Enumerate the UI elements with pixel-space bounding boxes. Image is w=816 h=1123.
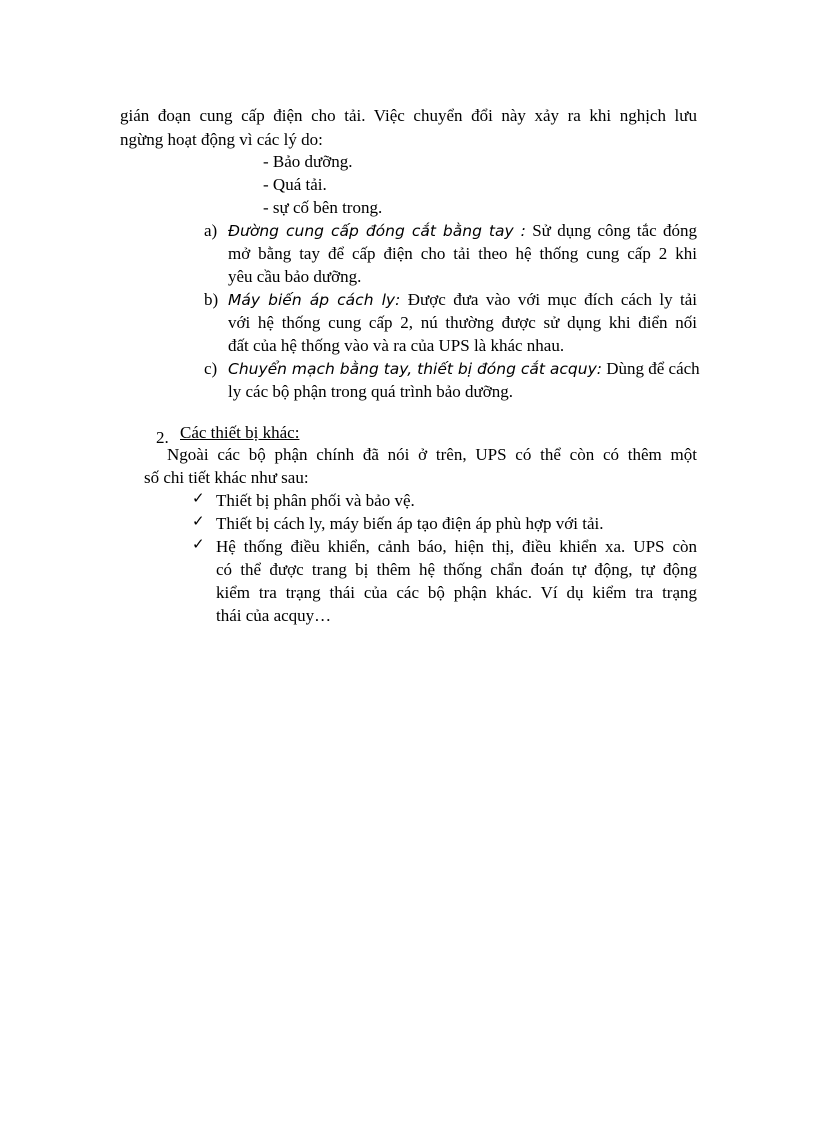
checkmark-icon: ✓ <box>192 489 205 507</box>
section-para-line-2: số chi tiết khác như sau: <box>144 468 309 487</box>
item-b-title: Máy biến áp cách ly: <box>228 291 401 309</box>
item-b-line-2: với hệ thống cung cấp 2, nú thường được sử dụng khi điển nối <box>228 313 697 332</box>
section-para-line-1: Ngoài các bộ phận chính đã nói ở trên, UPS có thể còn có thêm một <box>167 445 697 464</box>
item-c-line-2: ly các bộ phận trong quá trình bảo dưỡng. <box>228 382 513 401</box>
reason-item: - Quá tải. <box>263 175 327 194</box>
checkmark-icon: ✓ <box>192 535 205 553</box>
item-b-line-3: đất của hệ thống vào và ra của UPS là khác nhau. <box>228 336 565 355</box>
item-b-line-1 <box>228 288 697 312</box>
checklist-item-line-1: Hệ thống điều khiển, cảnh báo, hiện thị, điều khiển xa. UPS còn <box>216 537 697 556</box>
checklist-item: Thiết bị phân phối và bảo vệ. <box>216 491 415 510</box>
item-marker: b) <box>204 290 219 309</box>
intro-line-2: ngừng hoạt động vì các lý do: <box>120 130 323 149</box>
item-a-line-3: yêu cầu bảo dưỡng. <box>228 267 362 286</box>
item-c-line-1 <box>228 357 700 381</box>
section-number: 2. <box>156 428 169 447</box>
item-a-text: Sử dụng công tắc đóng <box>532 221 698 240</box>
reason-item: - sự cố bên trong. <box>263 198 383 217</box>
section-heading: Các thiết bị khác: <box>180 423 300 442</box>
checkmark-icon: ✓ <box>192 512 205 530</box>
item-a-line-1 <box>228 219 697 243</box>
checklist-item-line-3: kiểm tra trạng thái của các bộ phận khác. Ví dụ kiểm tra trạng <box>216 583 697 602</box>
item-marker: a) <box>204 221 218 240</box>
item-b-text: Được đưa vào với mục đích cách ly tải <box>407 290 697 309</box>
checklist-item: Thiết bị cách ly, máy biến áp tạo điện áp phù hợp với tải. <box>216 514 604 533</box>
intro-line-1: gián đoạn cung cấp điện cho tải. Việc chuyển đổi này xảy ra khi nghịch lưu <box>120 106 697 125</box>
checklist-item-line-4: thái của acquy… <box>216 606 332 625</box>
item-c-title: Chuyển mạch bằng tay, thiết bị đóng cắt acquy: <box>228 360 602 378</box>
reason-item: - Bảo dưỡng. <box>263 152 353 171</box>
item-a-line-2: mở bằng tay để cấp điện cho tải theo hệ thống cung cấp 2 khi <box>228 244 697 263</box>
checklist-item-line-2: có thể được trang bị thêm hệ thống chẩn đoán tự động, tự động <box>216 560 697 579</box>
item-marker: c) <box>204 359 218 378</box>
item-c-text: Dùng để cách <box>606 359 700 378</box>
item-a-title: Đường cung cấp đóng cắt bằng tay : <box>228 222 526 240</box>
